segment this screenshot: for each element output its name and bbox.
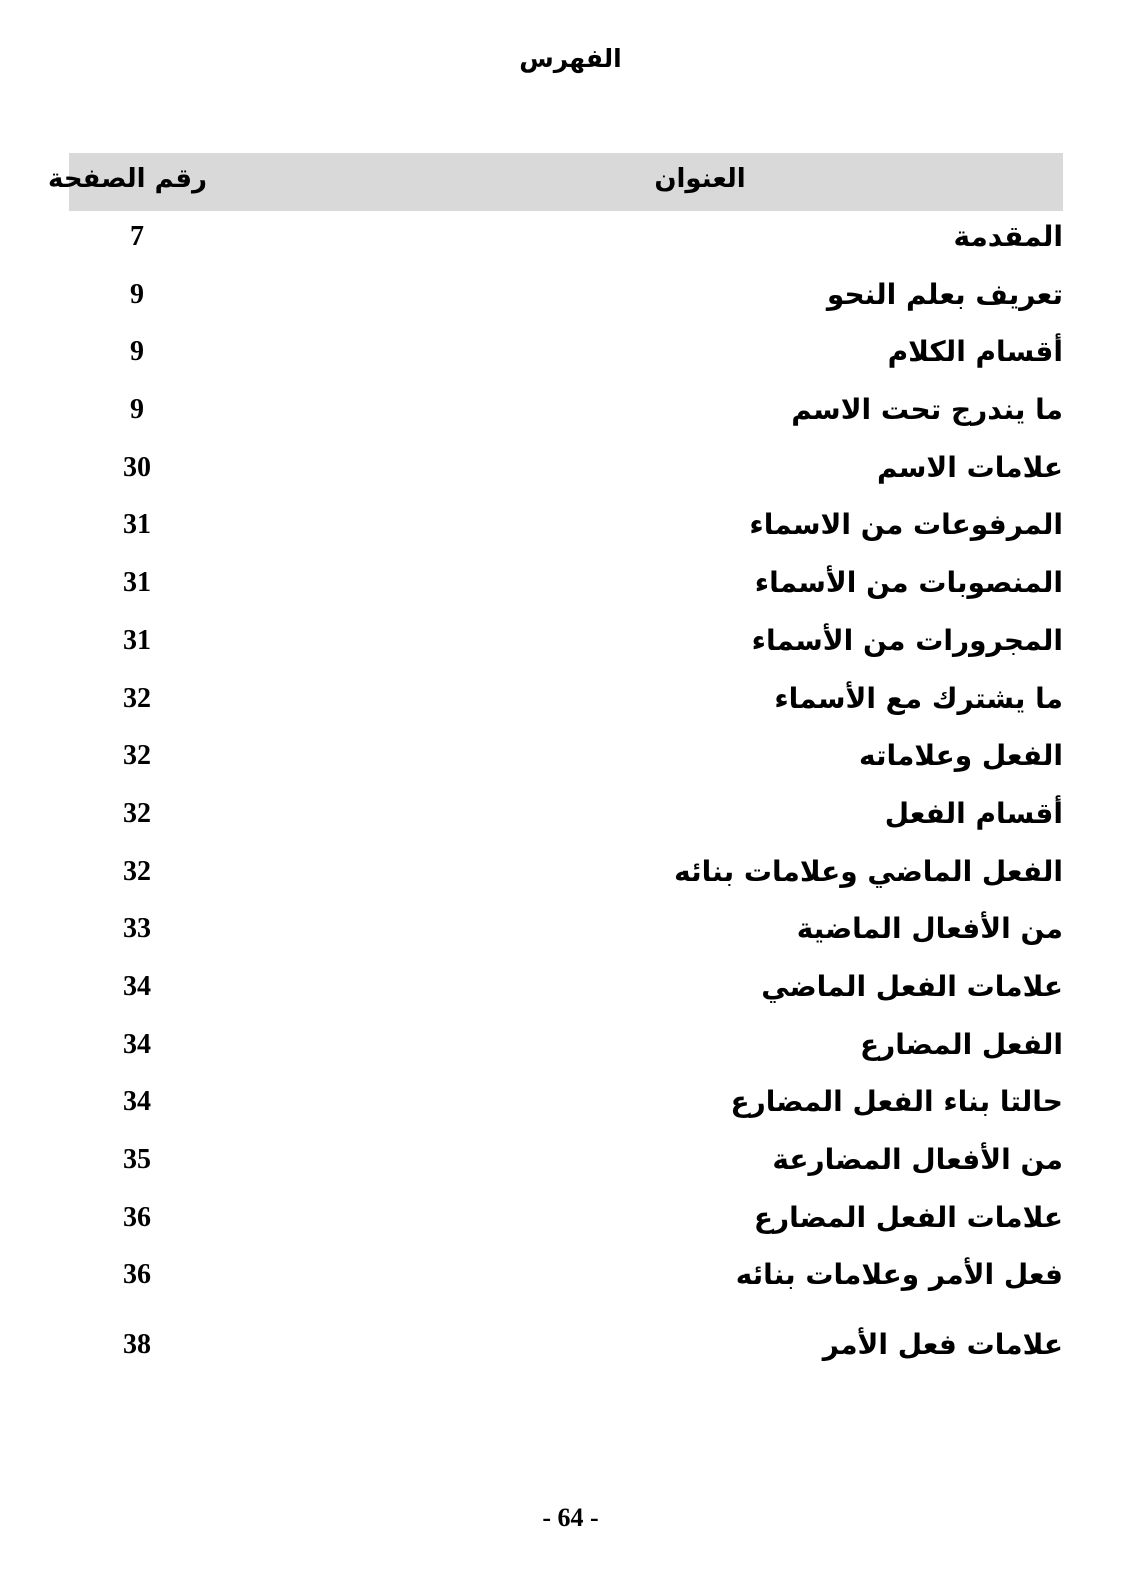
toc-entry-title: تعريف بعلم النحو bbox=[826, 277, 1063, 311]
toc-entry-title: المرفوعات من الاسماء bbox=[749, 508, 1063, 542]
toc-row bbox=[69, 1076, 1063, 1134]
page-number: - 64 - bbox=[542, 1503, 599, 1532]
toc-entry-page: 32 bbox=[123, 740, 151, 772]
toc-entry-title: من الأفعال المضارعة bbox=[772, 1143, 1063, 1176]
toc-row bbox=[69, 903, 1063, 961]
table-header bbox=[48, 153, 1063, 211]
toc-entry-title: ما يندرج تحت الاسم bbox=[791, 393, 1063, 427]
page-title: الفهرس bbox=[519, 44, 622, 73]
toc-entry-title: علامات الاسم bbox=[876, 450, 1063, 484]
toc-row bbox=[69, 961, 1063, 1019]
toc-row bbox=[69, 673, 1063, 731]
toc-row bbox=[69, 846, 1063, 904]
toc-entry-page: 7 bbox=[130, 221, 144, 252]
toc-row bbox=[69, 499, 1063, 557]
toc-entry-page: 31 bbox=[123, 624, 151, 656]
toc-entry-title: المقدمة bbox=[953, 220, 1063, 253]
toc-entry-title: المنصوبات من الأسماء bbox=[754, 566, 1063, 600]
toc-entry-title: الفعل الماضي وعلامات بنائه bbox=[674, 854, 1063, 888]
toc-entry-page: 31 bbox=[123, 567, 151, 599]
toc-entry-title: حالتا بناء الفعل المضارع bbox=[730, 1085, 1063, 1119]
toc-entry-page: 34 bbox=[123, 1086, 151, 1118]
toc-entry-page: 36 bbox=[123, 1259, 151, 1291]
toc-entry-page: 32 bbox=[123, 855, 151, 887]
toc-entry-title: فعل الأمر وعلامات بنائه bbox=[735, 1258, 1063, 1292]
toc-entry-title: من الأفعال الماضية bbox=[796, 912, 1063, 946]
title-column-header: العنوان bbox=[654, 164, 746, 194]
page-column-header: رقم الصفحة bbox=[48, 164, 207, 194]
toc-row bbox=[69, 1192, 1063, 1250]
toc-entry-page: 31 bbox=[123, 509, 151, 541]
toc-entry-title: أقسام الكلام bbox=[887, 335, 1063, 369]
toc-entry-page: 38 bbox=[123, 1329, 151, 1361]
toc-row bbox=[69, 788, 1063, 846]
toc-entry-title: الفعل المضارع bbox=[859, 1027, 1063, 1061]
toc-entry-page: 34 bbox=[123, 1028, 151, 1060]
toc-row bbox=[69, 730, 1063, 788]
toc-entry-page: 32 bbox=[123, 682, 151, 714]
toc-entry-title: المجرورات من الأسماء bbox=[751, 623, 1063, 657]
toc-row bbox=[69, 1249, 1063, 1307]
toc-entry-title: ما يشترك مع الأسماء bbox=[774, 681, 1063, 715]
toc-row bbox=[69, 442, 1063, 500]
toc-entry-page: 9 bbox=[130, 336, 144, 368]
toc-entry-title: علامات فعل الأمر bbox=[822, 1328, 1063, 1362]
toc-row bbox=[69, 1307, 1063, 1377]
toc-entry-page: 32 bbox=[123, 797, 151, 829]
toc-row bbox=[69, 326, 1063, 384]
toc-entry-page: 30 bbox=[123, 451, 151, 483]
toc-row bbox=[69, 557, 1063, 615]
toc-entry-title: الفعل وعلاماته bbox=[859, 739, 1063, 773]
toc-entry-page: 9 bbox=[130, 278, 144, 310]
toc-entry-title: علامات الفعل الماضي bbox=[761, 969, 1063, 1003]
toc-entry-page: 33 bbox=[123, 913, 151, 945]
toc-row bbox=[69, 384, 1063, 442]
toc-entry-page: 36 bbox=[123, 1201, 151, 1233]
toc-entry-page: 35 bbox=[123, 1144, 151, 1175]
toc-row bbox=[69, 1019, 1063, 1077]
toc-entry-page: 9 bbox=[130, 394, 144, 426]
toc-entry-title: أقسام الفعل bbox=[884, 796, 1063, 830]
table-of-contents bbox=[69, 211, 1063, 1377]
toc-row bbox=[69, 615, 1063, 673]
toc-row bbox=[69, 211, 1063, 269]
toc-entry-page: 34 bbox=[123, 970, 151, 1002]
toc-row bbox=[69, 1134, 1063, 1192]
toc-entry-title: علامات الفعل المضارع bbox=[753, 1200, 1063, 1234]
toc-row bbox=[69, 269, 1063, 327]
